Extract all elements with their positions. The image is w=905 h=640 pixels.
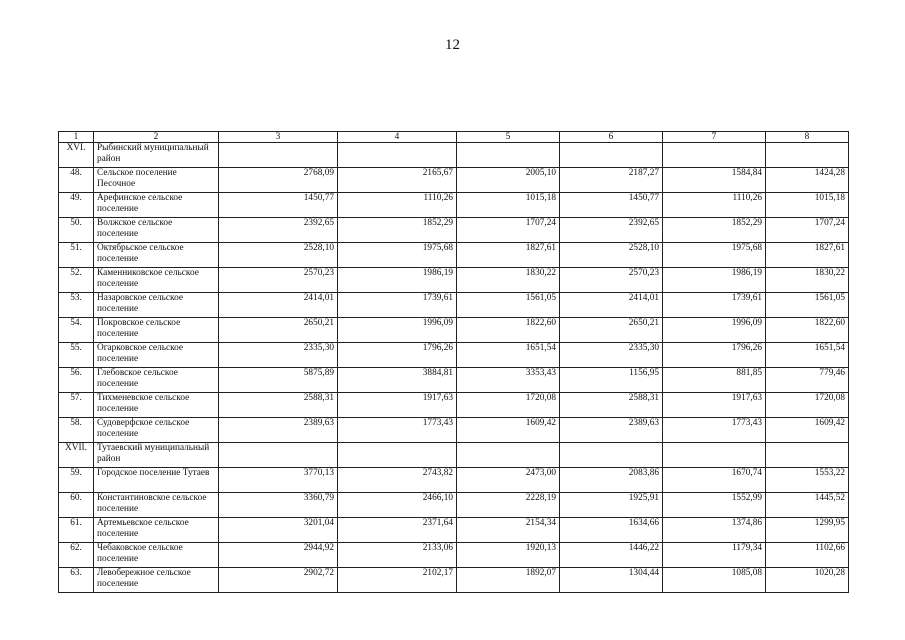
value-cell-col6: 1446,22	[560, 543, 663, 568]
value-cell-col4: 3884,81	[338, 368, 457, 393]
column-header-8: 8	[766, 132, 849, 143]
row-name: Арефинское сельское поселение	[94, 193, 219, 218]
row-name: Чебаковское сельское поселение	[94, 543, 219, 568]
value-cell-col6: 2083,86	[560, 468, 663, 493]
row-name: Огарковское сельское поселение	[94, 343, 219, 368]
value-cell-col5: 1830,22	[457, 268, 560, 293]
column-header-4: 4	[338, 132, 457, 143]
row-number: 57.	[59, 393, 94, 418]
table-row	[59, 443, 849, 468]
value-cell-col4: 2371,64	[338, 518, 457, 543]
value-cell-col7: 1852,29	[663, 218, 766, 243]
column-header-7: 7	[663, 132, 766, 143]
value-cell-col5	[457, 443, 560, 468]
value-cell-col3: 3360,79	[219, 493, 338, 518]
value-cell-col7: 1670,74	[663, 468, 766, 493]
table-row	[59, 493, 849, 518]
value-cell-col4: 1852,29	[338, 218, 457, 243]
row-name: Каменниковское сельское поселение	[94, 268, 219, 293]
value-cell-col5: 2154,34	[457, 518, 560, 543]
value-cell-col4: 2165,67	[338, 168, 457, 193]
value-cell-col4: 2466,10	[338, 493, 457, 518]
value-cell-col6: 2528,10	[560, 243, 663, 268]
row-name: Судоверфское сельское поселение	[94, 418, 219, 443]
value-cell-col6: 2570,23	[560, 268, 663, 293]
value-cell-col7: 1179,34	[663, 543, 766, 568]
value-cell-col7: 1374,86	[663, 518, 766, 543]
column-header-3: 3	[219, 132, 338, 143]
value-cell-col4	[338, 443, 457, 468]
value-cell-col8	[766, 143, 849, 168]
value-cell-col7: 1110,26	[663, 193, 766, 218]
table-row	[59, 543, 849, 568]
value-cell-col6: 2389,63	[560, 418, 663, 443]
page-number: 12	[445, 37, 460, 53]
value-cell-col4: 2743,82	[338, 468, 457, 493]
value-cell-col3: 2414,01	[219, 293, 338, 318]
row-name: Назаровское сельское поселение	[94, 293, 219, 318]
value-cell-col8: 1707,24	[766, 218, 849, 243]
row-number: 62.	[59, 543, 94, 568]
row-number: 48.	[59, 168, 94, 193]
value-cell-col6	[560, 143, 663, 168]
value-cell-col7: 1739,61	[663, 293, 766, 318]
value-cell-col4: 1917,63	[338, 393, 457, 418]
value-cell-col5: 1707,24	[457, 218, 560, 243]
row-number: XVI.	[59, 143, 94, 168]
row-number: 53.	[59, 293, 94, 318]
value-cell-col8: 1553,22	[766, 468, 849, 493]
value-cell-col3	[219, 143, 338, 168]
row-number: 55.	[59, 343, 94, 368]
value-cell-col6: 2335,30	[560, 343, 663, 368]
value-cell-col3: 2944,92	[219, 543, 338, 568]
row-name: Левобережное сельское поселение	[94, 568, 219, 593]
value-cell-col7: 1917,63	[663, 393, 766, 418]
value-cell-col5: 1892,07	[457, 568, 560, 593]
row-name: Сельское поселение Песочное	[94, 168, 219, 193]
table-row	[59, 418, 849, 443]
value-cell-col8: 1822,60	[766, 318, 849, 343]
value-cell-col6: 1156,95	[560, 368, 663, 393]
value-cell-col5: 1651,54	[457, 343, 560, 368]
value-cell-col4: 1996,09	[338, 318, 457, 343]
value-cell-col8: 779,46	[766, 368, 849, 393]
value-cell-col6: 1450,77	[560, 193, 663, 218]
value-cell-col8: 1445,52	[766, 493, 849, 518]
value-cell-col6: 2414,01	[560, 293, 663, 318]
value-cell-col5: 2005,10	[457, 168, 560, 193]
row-name: Глебовское сельское поселение	[94, 368, 219, 393]
table-row	[59, 568, 849, 593]
row-number: 60.	[59, 493, 94, 518]
row-number: 63.	[59, 568, 94, 593]
row-number: 58.	[59, 418, 94, 443]
value-cell-col8: 1299,95	[766, 518, 849, 543]
table-body	[59, 143, 849, 593]
value-cell-col8: 1015,18	[766, 193, 849, 218]
row-number: 54.	[59, 318, 94, 343]
value-cell-col7: 1996,09	[663, 318, 766, 343]
value-cell-col4: 1773,43	[338, 418, 457, 443]
row-number: 59.	[59, 468, 94, 493]
value-cell-col3: 2588,31	[219, 393, 338, 418]
row-number: 49.	[59, 193, 94, 218]
value-cell-col3: 5875,89	[219, 368, 338, 393]
value-cell-col7: 1773,43	[663, 418, 766, 443]
column-header-1: 1	[59, 132, 94, 143]
table-row	[59, 468, 849, 493]
table-row	[59, 518, 849, 543]
value-cell-col5: 1609,42	[457, 418, 560, 443]
value-cell-col4: 1986,19	[338, 268, 457, 293]
value-cell-col3: 2389,63	[219, 418, 338, 443]
data-table	[58, 131, 849, 593]
value-cell-col6: 2392,65	[560, 218, 663, 243]
value-cell-col6	[560, 443, 663, 468]
value-cell-col6: 2187,27	[560, 168, 663, 193]
row-number: 51.	[59, 243, 94, 268]
value-cell-col3: 2528,10	[219, 243, 338, 268]
value-cell-col7: 881,85	[663, 368, 766, 393]
table-row	[59, 318, 849, 343]
value-cell-col3: 2650,21	[219, 318, 338, 343]
value-cell-col7: 1975,68	[663, 243, 766, 268]
value-cell-col8: 1102,66	[766, 543, 849, 568]
value-cell-col5: 1561,05	[457, 293, 560, 318]
value-cell-col3: 2768,09	[219, 168, 338, 193]
value-cell-col5: 2473,00	[457, 468, 560, 493]
table-row	[59, 293, 849, 318]
value-cell-col4: 2102,17	[338, 568, 457, 593]
value-cell-col5: 1015,18	[457, 193, 560, 218]
value-cell-col3: 2902,72	[219, 568, 338, 593]
row-name: Волжское сельское поселение	[94, 218, 219, 243]
value-cell-col3: 2335,30	[219, 343, 338, 368]
table-row	[59, 193, 849, 218]
table-row	[59, 393, 849, 418]
value-cell-col3: 2570,23	[219, 268, 338, 293]
row-name: Тихменевское сельское поселение	[94, 393, 219, 418]
value-cell-col5: 1720,08	[457, 393, 560, 418]
value-cell-col4: 1739,61	[338, 293, 457, 318]
value-cell-col7: 1796,26	[663, 343, 766, 368]
value-cell-col5	[457, 143, 560, 168]
value-cell-col7: 1986,19	[663, 268, 766, 293]
value-cell-col4: 1975,68	[338, 243, 457, 268]
value-cell-col3	[219, 443, 338, 468]
table-row	[59, 343, 849, 368]
row-number: 56.	[59, 368, 94, 393]
row-name: Октябрьское сельское поселение	[94, 243, 219, 268]
value-cell-col7: 1085,08	[663, 568, 766, 593]
value-cell-col8: 1720,08	[766, 393, 849, 418]
value-cell-col4: 1796,26	[338, 343, 457, 368]
row-name: Артемьевское сельское поселение	[94, 518, 219, 543]
value-cell-col6: 1925,91	[560, 493, 663, 518]
table-row	[59, 243, 849, 268]
value-cell-col6: 2650,21	[560, 318, 663, 343]
value-cell-col3: 2392,65	[219, 218, 338, 243]
row-name: Городское поселение Тутаев	[94, 468, 219, 493]
value-cell-col7: 1552,99	[663, 493, 766, 518]
value-cell-col7	[663, 143, 766, 168]
header-row	[59, 132, 849, 143]
value-cell-col5: 3353,43	[457, 368, 560, 393]
row-name: Рыбинский муниципальный район	[94, 143, 219, 168]
value-cell-col6: 1634,66	[560, 518, 663, 543]
value-cell-col7: 1584,84	[663, 168, 766, 193]
value-cell-col8: 1424,28	[766, 168, 849, 193]
value-cell-col8: 1561,05	[766, 293, 849, 318]
value-cell-col8: 1830,22	[766, 268, 849, 293]
value-cell-col8	[766, 443, 849, 468]
row-number: 61.	[59, 518, 94, 543]
column-header-6: 6	[560, 132, 663, 143]
table-row	[59, 218, 849, 243]
value-cell-col3: 3201,04	[219, 518, 338, 543]
value-cell-col8: 1651,54	[766, 343, 849, 368]
value-cell-col4: 1110,26	[338, 193, 457, 218]
value-cell-col4: 2133,06	[338, 543, 457, 568]
value-cell-col5: 1822,60	[457, 318, 560, 343]
value-cell-col8: 1827,61	[766, 243, 849, 268]
value-cell-col8: 1609,42	[766, 418, 849, 443]
row-name: Покровское сельское поселение	[94, 318, 219, 343]
column-header-5: 5	[457, 132, 560, 143]
row-number: 50.	[59, 218, 94, 243]
value-cell-col5: 1827,61	[457, 243, 560, 268]
row-name: Тутаевский муниципальный район	[94, 443, 219, 468]
value-cell-col3: 3770,13	[219, 468, 338, 493]
column-header-2: 2	[94, 132, 219, 143]
row-name: Константиновское сельское поселение	[94, 493, 219, 518]
value-cell-col4	[338, 143, 457, 168]
row-number: XVII.	[59, 443, 94, 468]
table-row	[59, 168, 849, 193]
table-row	[59, 143, 849, 168]
table-row	[59, 368, 849, 393]
value-cell-col3: 1450,77	[219, 193, 338, 218]
value-cell-col6: 2588,31	[560, 393, 663, 418]
value-cell-col5: 2228,19	[457, 493, 560, 518]
table-row	[59, 268, 849, 293]
value-cell-col8: 1020,28	[766, 568, 849, 593]
row-number: 52.	[59, 268, 94, 293]
value-cell-col6: 1304,44	[560, 568, 663, 593]
value-cell-col5: 1920,13	[457, 543, 560, 568]
value-cell-col7	[663, 443, 766, 468]
